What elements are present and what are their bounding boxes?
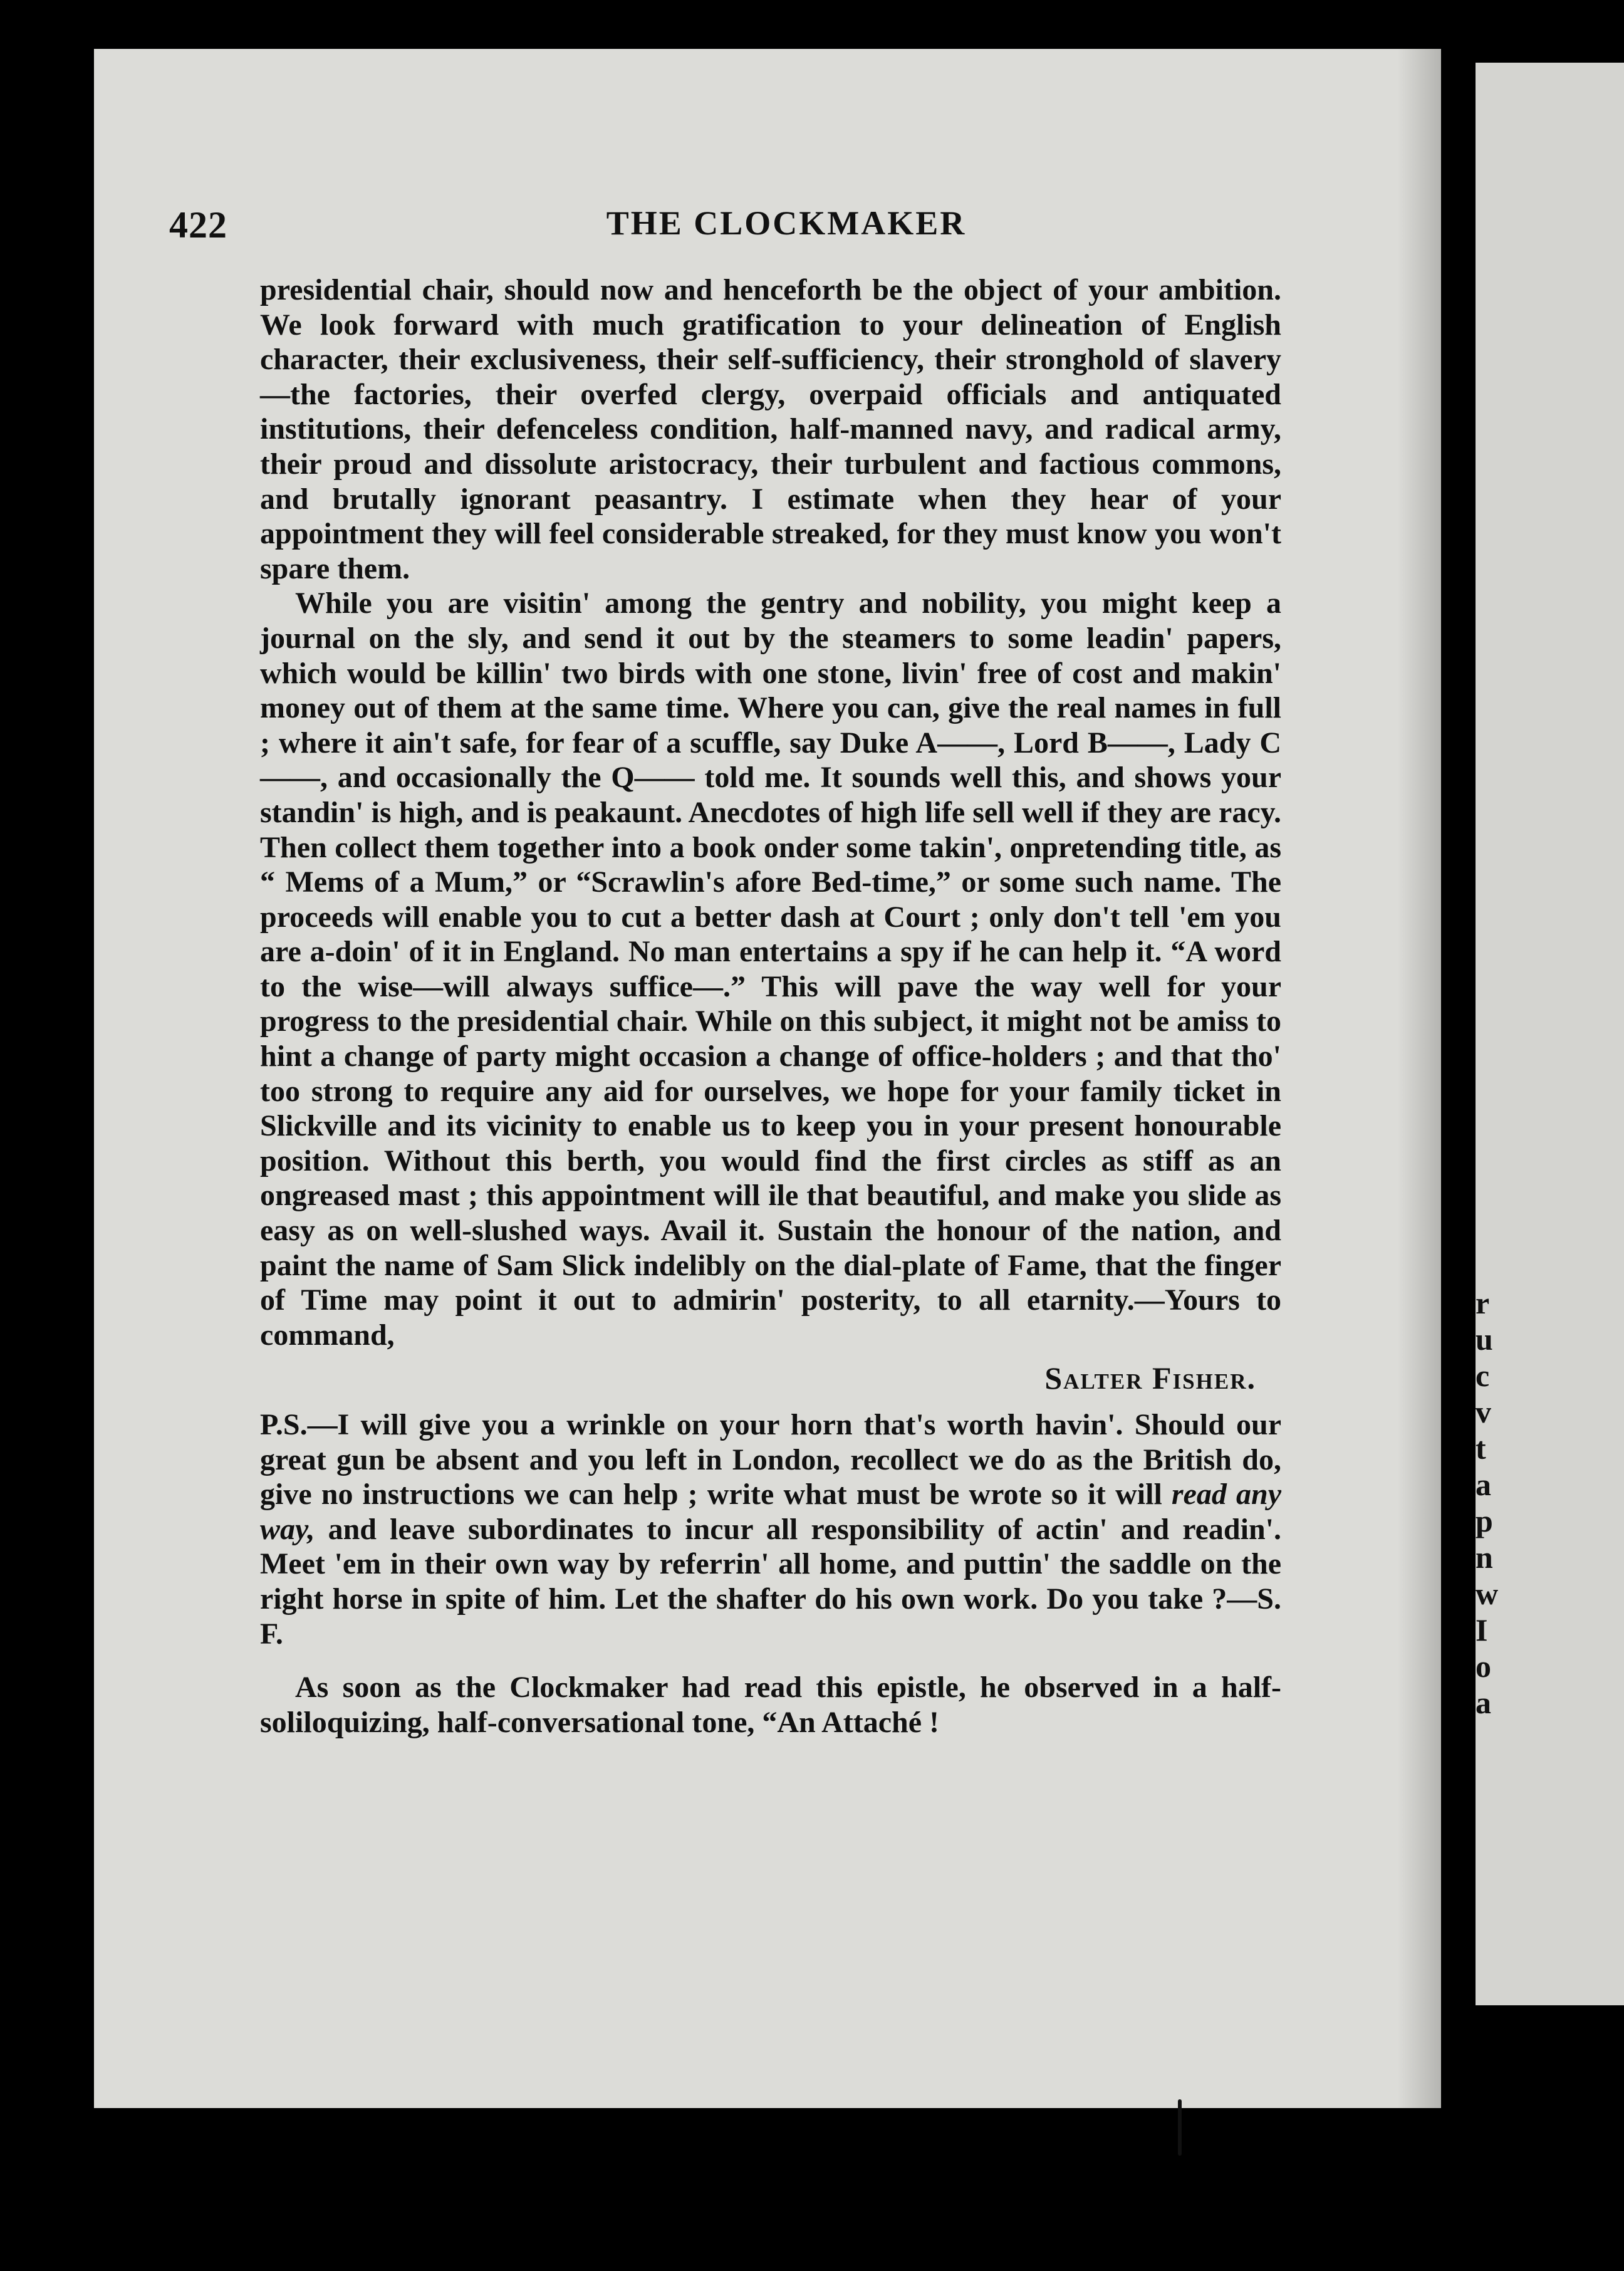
fragment-line: a xyxy=(1476,1685,1491,1720)
fragment-line: t xyxy=(1476,1431,1486,1466)
fragment-line: n xyxy=(1476,1540,1493,1575)
facing-page-edge xyxy=(1476,63,1624,2005)
fragment-line: u xyxy=(1476,1322,1493,1357)
scan-speck xyxy=(1178,2099,1182,2156)
fragment-line: o xyxy=(1476,1649,1491,1684)
fragment-line: I xyxy=(1476,1612,1488,1647)
postscript-text: P.S.—I will give you a wrinkle on your horn that's worth havin'. Should our great gun be absent and you left in London, recollect we do as the British do, give no instructions we can help ; write what must be wrote so it will xyxy=(260,1408,1281,1511)
page-number: 422 xyxy=(169,204,227,246)
postscript-italic: read any way, xyxy=(260,1478,1282,1546)
fragment-line: v xyxy=(1476,1394,1491,1429)
fragment-line: r xyxy=(1476,1285,1490,1320)
running-head xyxy=(169,185,1297,246)
fragment-line: p xyxy=(1476,1503,1493,1538)
closing-paragraph: As soon as the Clockmaker had read this epistle, he observed in a half-soliloquizing, half-conversational tone, “An Attaché ! xyxy=(260,1671,1281,1739)
postscript-text-end: and leave subordinates to incur all responsibility of actin' and readin'. Meet 'em in their own way by referrin' all home, and puttin' the saddle on the right horse in spite of him. Let the shafter do his own work. Do you take ?—S. F. xyxy=(260,1512,1281,1651)
letter-signature: Salter Fisher. xyxy=(1044,1360,1256,1396)
fragment-line: c xyxy=(1476,1358,1490,1393)
paragraph-1: presidential chair, should now and henceforth be the object of your ambition. We look forward with much gratification to your delineation of English character, their exclusiveness, their self-sufficiency, their stronghold of slavery—the factories, their overfed clergy, overpaid officials and antiquated institutions, their defenceless condition, half-manned navy, and radical army, their proud and dissolute aristocracy, their turbulent and factious commons, and brutally ignorant peasantry. I estimate when they hear of your appointment they will feel considerable streaked, for they must know you won't spare them. xyxy=(260,273,1281,585)
postscript xyxy=(260,1407,1281,1651)
body-text xyxy=(260,273,1281,1740)
running-title: THE CLOCKMAKER xyxy=(606,204,967,242)
fragment-line: w xyxy=(1476,1576,1499,1611)
facing-page-fragments xyxy=(1476,1285,1624,1721)
fragment-line: a xyxy=(1476,1467,1491,1502)
paragraph-2: While you are visitin' among the gentry and nobility, you might keep a journal on the sly, and send it out by the steamers to some leadin' papers, which would be killin' two birds with one stone, livin' free of cost and makin' money out of them at the same time. Where you can, give the real names in full ; where it ain't safe, for fear of a scuffle, say Duke A——, Lord B——, Lady C——, and occasionally the Q—— told me. It sounds well this, and shows your standin' is high, and is peakaunt. Anecdotes of high life sell well if they are racy. Then collect them together into a book onder some takin', onpretending title, as “ Mems of a Mum,” or “Scrawlin's afore Bed-time,” or some such name. The proceeds will enable you to cut a better dash at Court ; only don't tell 'em you are a-doin' of it in England. No man entertains a spy if he can help it. “A word to the wise—will always suffice—.” This will pave the way well for your progress to the presidential chair. While on this subject, it might not be amiss to hint a change of party might occasion a change of office-holders ; and that tho' too strong to require any aid for ourselves, we hope for your family ticket in Slickville and its vicinity to enable us to keep you in your present honourable position. Without this berth, you would find the first circles as stiff as an ongreased mast ; this appointment will ile that beautiful, and make you slide as easy as on well-slushed ways. Avail it. Sustain the honour of the nation, and paint the name of Sam Slick indelibly on the dial-plate of Fame, that the finger of Time may point it out to admirin' posterity, to all etarnity.—Yours to command, xyxy=(260,587,1281,1352)
page-gutter-shadow xyxy=(1397,49,1441,2108)
